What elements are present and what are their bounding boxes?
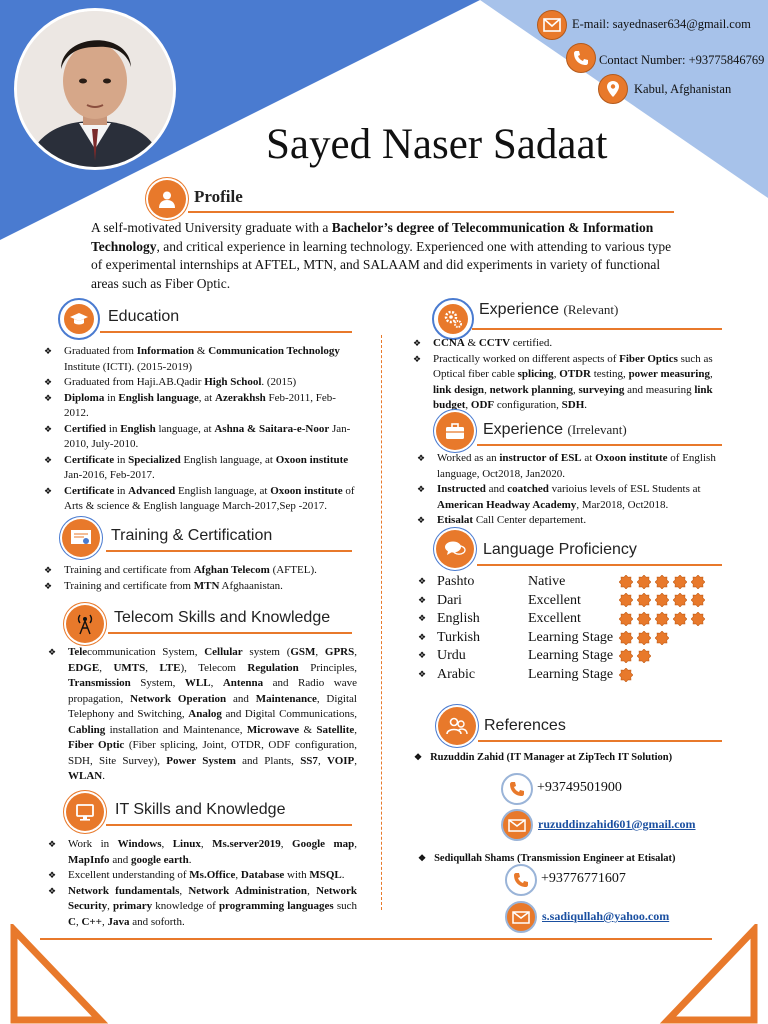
language-row [418,609,718,628]
list-item-text: installation and Maintenance, [105,723,247,736]
list-item-text: C [68,915,76,928]
rating-star-icon [637,593,651,607]
list-item-text: , [210,677,223,689]
list-item-text: with [284,869,310,881]
list-item-text: English language, at [180,453,276,466]
footer-decoration [0,924,768,1024]
list-item-text: EDGE [68,661,100,674]
list-item-text: Oxoon institute [270,484,343,497]
list-item-text: Ms.Office [189,869,236,881]
list-item-text: , at [198,391,215,404]
contact-phone: Contact Number: +93775846769 [599,53,765,67]
rating-star-icon [673,593,687,607]
list-item-text: Cabling [68,723,106,736]
list-item-text: Azerakhsh [215,391,266,404]
profile-divider [188,211,674,213]
language-level: Learning Stage [528,629,614,645]
training-divider [106,550,352,552]
rating-star-icon [619,575,633,589]
rating-star-icon [691,612,705,626]
list-item-text: coatched [507,483,549,495]
profile-summary-text-1: A self-motivated University graduate with a [91,220,332,235]
language-level: Excellent [528,611,581,627]
list-item-text: primary [113,900,153,912]
rating-star-icon [655,575,669,589]
list-item-text: and [485,483,508,495]
list-item-text: Institute (ICTI). (2015-2019) [64,360,192,373]
profile-photo [14,8,176,170]
list-item-text: , [573,383,579,396]
phone-icon [566,43,596,73]
list-item-text: and Digital Communications, [221,708,357,720]
rating-stars [619,628,673,647]
list-item-text: LTE [159,661,181,674]
people-icon [438,707,476,745]
list-item-text: Training and certificate from [64,579,194,592]
bullet-icon: ❖ [418,594,427,605]
list-item-text: GPRS [324,646,355,658]
list-item-text: ), Telecom [180,661,248,674]
rating-star-icon [619,631,633,645]
training-heading: Training & Certification [111,527,273,544]
list-item-text: , [354,754,357,767]
list-item-text: and measuring [624,383,695,396]
list-item-text: WLAN [68,770,103,782]
reference-2-phone: +93776771607 [541,871,626,886]
experience-irrelevant-heading [483,421,627,439]
list-item-text: & [299,723,317,736]
it-heading: IT Skills and Knowledge [115,801,286,818]
location-pin-icon [598,74,628,104]
contact-email: E-mail: sayednaser634@gmail.com [572,17,751,31]
list-item-text: (AFTEL). [269,564,317,576]
languages-divider [477,564,722,566]
list-item-text: ODF [470,399,495,411]
language-row [418,628,718,647]
list-item-text: Network fundamentals [68,884,180,897]
list-item [45,645,357,785]
list-item-text: . (2015) [261,376,297,388]
list-item-text: Network Administration [188,884,308,897]
list-item-text: Work in [68,838,118,850]
list-item-text: , [354,723,357,736]
list-item-text: & [464,337,479,349]
list-item-text: Google map [292,838,355,850]
list-item-text: programming languages [218,900,334,912]
list-item-text: Advanced [128,484,176,497]
list-item-text: Training and certificate from [64,564,194,576]
rating-star-icon [655,593,669,607]
list-item-text: language, at [155,422,215,435]
list-item-text: MSQL [309,869,342,881]
list-item [410,336,726,352]
list-item-text: WLL [184,677,211,689]
language-name: Dari [437,592,462,608]
list-item-text: of Arts & science & English language March-2017,Sep -2017. [64,484,355,512]
references-heading: References [484,717,566,734]
list-item-text: English language, at [175,484,271,497]
experience-relevant-divider [472,328,722,330]
experience-relevant-title: Experience [479,301,560,318]
experience-irrelevant-divider [477,444,722,446]
bullet-icon: ❖ [418,650,427,661]
language-row [418,646,718,665]
list-item-text: knowledge of [152,900,219,912]
list-item [41,453,358,484]
column-divider [381,335,383,910]
list-item-text: CCTV [478,337,511,349]
list-item-text: Analog [188,708,222,720]
list-item-text: network planning [489,383,574,396]
rating-star-icon [637,575,651,589]
list-item-text: and Plants, [235,754,301,767]
list-item [41,579,358,595]
list-item [414,513,726,529]
list-item-text: Transmission [68,677,131,689]
reference-1-phone: +93749501900 [537,780,622,795]
list-item-text: System, [130,677,185,689]
it-list [45,837,357,930]
list-item-text: & [194,345,209,357]
list-item-text: , [354,646,357,658]
list-item [410,352,726,414]
language-row [418,591,718,610]
rating-stars [619,646,655,665]
list-item-text: google earth [130,853,189,866]
list-item-text: Afghaanistan. [219,579,283,592]
language-row [418,572,718,591]
rating-star-icon [619,612,633,626]
list-item-text: Oxoon institute [595,452,668,464]
list-item [45,837,357,868]
monitor-icon [66,793,104,831]
list-item-text: , [280,838,293,850]
experience-irrelevant-list [414,451,726,529]
language-name: English [437,611,480,627]
list-item-text: Certificate [64,453,115,466]
list-item-text: VOIP [326,754,355,767]
language-level: Excellent [528,592,581,608]
list-item-text: Ms.server2019 [212,838,281,850]
language-row [418,665,718,684]
contact-location: Kabul, Afghanistan [634,82,732,96]
list-item-text: Afghan Telecom [193,564,270,576]
list-item-text: communication System, [87,646,205,658]
reference-1-name: ❖ Ruzuddin Zahid (IT Manager at ZipTech IT Solution) [414,752,673,763]
list-item-text: MapInfo [68,853,110,866]
rating-stars [619,609,709,628]
list-item-text: certified. [510,337,553,349]
list-item-text: , [709,368,713,380]
list-item-text: , [317,754,327,767]
bullet-icon: ❖ [418,669,427,679]
antenna-icon [66,605,104,643]
list-item [41,484,358,515]
list-item-text: of English language, Oct2018, Jan2020. [437,452,716,480]
list-item-text: Diploma [64,391,105,404]
list-item-text: English [120,422,156,435]
list-item [45,868,357,884]
list-item-text: . [102,770,105,782]
rating-star-icon [655,631,669,645]
list-item-text: testing, [590,368,629,380]
rating-stars [619,591,709,610]
list-item-text: MTN [193,579,220,592]
experience-irrelevant-title: Experience [483,421,564,438]
list-item-text: Ashna & Saitara-e-Noor [214,422,330,435]
briefcase-icon [436,412,474,450]
list-item-text: Principles, [298,661,357,674]
list-item-text: . [188,853,192,866]
list-item-text: Jan-2016, Feb-2017. [64,469,155,481]
rating-stars [619,572,709,591]
list-item-text: Database [240,869,285,881]
list-item-text: SS7 [300,754,318,767]
list-item-text: Instructed [437,483,486,495]
language-name: Turkish [437,629,481,645]
references-divider [478,740,722,742]
list-item-text: Maintenance [255,692,317,705]
list-item-text: , [145,661,160,674]
list-item-text: instructor of ESL [499,452,582,464]
list-item-text: link budget [433,383,713,411]
speech-bubbles-icon [436,530,474,568]
list-item-text: American Headway Academy [437,498,577,511]
list-item-text: surveying [578,383,625,396]
profile-summary-text-2: , and critical experience in learning technology. Experienced one with attending to various type of experimental internships at AFTEL, MTN, and SALAAM and did experiments in variety of functional areas such as Fiber Optic. [91,238,672,291]
list-item-text: and Radio wave propagation, [68,677,357,705]
it-divider [106,824,352,826]
list-item-text: such [333,900,358,912]
list-item-text: Communication Technology [208,345,340,357]
training-list [41,563,358,594]
list-item-text: English language [118,391,199,404]
list-item-text: . [584,399,588,411]
list-item-text: SDH [561,399,585,411]
education-heading: Education [108,308,180,325]
telecom-heading: Telecom Skills and Knowledge [114,609,331,626]
experience-irrelevant-subtitle: (Irrelevant) [567,422,627,437]
list-item-text: and [226,692,256,705]
list-item-text: link design [433,383,485,396]
rating-star-icon [637,631,651,645]
list-item-text: , [235,869,241,881]
reference-2-name: ❖ Sediqullah Shams (Transmission Engineer at Etisalat) [418,853,676,864]
list-item-text: in [104,391,119,404]
rating-star-icon [637,649,651,663]
envelope-icon [501,809,533,841]
list-item-text: system ( [242,646,291,658]
list-item-text: , [315,646,325,658]
rating-star-icon [655,612,669,626]
rating-star-icon [673,575,687,589]
list-item-text: Antenna [222,677,264,689]
list-item-text: Windows [117,838,162,850]
bullet-icon: ❖ [418,613,427,624]
list-item-text: Certificate [64,484,115,497]
list-item-text: , [75,915,82,928]
list-item-text: Linux [172,838,201,850]
rating-star-icon [619,593,633,607]
rating-star-icon [691,575,705,589]
list-item-text: Fiber Optics [619,352,678,365]
list-item-text: Tele [68,646,88,658]
list-item-text: C++ [81,915,102,928]
list-item-text: Practically worked on different aspects of [433,352,620,365]
rating-star-icon [691,593,705,607]
gears-icon [432,298,474,340]
list-item-text: Specialized [128,453,181,466]
list-item-text: , [99,661,114,674]
list-item-text: configuration, [494,399,562,411]
list-item [41,422,358,453]
list-item-text: Microwave [246,723,300,736]
list-item-text: , [553,368,560,380]
language-name: Urdu [437,648,466,664]
list-item-text: Oxoon institute [275,453,349,466]
rating-star-icon [637,612,651,626]
list-item-text: Fiber Optic [68,739,125,751]
list-item-text: , Mar2018, Oct2018. [576,498,669,511]
bullet-icon: ❖ [418,631,427,642]
language-level: Native [528,574,566,589]
list-item-text: Power System [166,754,236,767]
list-item-text: such as Optical fiber cable [433,352,713,380]
profile-summary [91,219,679,293]
list-item-text: Network Security [68,884,357,912]
list-item [41,391,358,422]
telecom-divider [108,632,352,634]
list-item-text: Graduated from [64,345,137,357]
list-item-text: (Fiber splicing, Joint, OTDR, ODF configuration, SDH, Site Survey), [68,739,357,767]
phone-icon [501,773,533,805]
list-item-text: Information [136,345,195,357]
list-item-text: Etisalat [437,514,474,526]
language-name: Pashto [437,574,475,589]
reference-1-email-link[interactable]: ruzuddinzahid601@gmail.com [538,817,696,831]
list-item-text: , [179,884,189,897]
email-icon [537,10,567,40]
profile-heading: Profile [194,187,243,206]
experience-relevant-heading [479,301,618,319]
list-item-text: CCNA [433,337,465,349]
list-item-text: Satellite [316,723,355,736]
list-item-text: , [107,900,113,912]
list-item [41,344,358,375]
graduation-cap-icon [58,298,100,340]
list-item-text: , [161,838,173,850]
list-item-text: , [200,838,213,850]
list-item-text: GSM [290,646,316,658]
experience-relevant-subtitle: (Relevant) [563,302,619,317]
rating-star-icon [619,649,633,663]
list-item-text: High School [204,376,262,388]
phone-icon [505,864,537,896]
list-item-text: Java [107,915,130,928]
list-item-text: , [484,383,490,396]
list-item [41,375,358,391]
list-item-text: Feb-2011, Feb-2012. [64,391,336,419]
list-item-text: and [109,853,131,866]
list-item-text: Excellent understanding of [68,869,190,881]
education-list [41,344,358,515]
list-item-text: Certified [64,422,107,435]
list-item-text: varioius levels of ESL Students at [548,483,701,495]
list-item-text: Worked as an [437,452,500,464]
list-item-text: UMTS [113,661,146,674]
rating-star-icon [673,612,687,626]
list-item [41,563,358,579]
list-item [414,482,726,513]
list-item-text: and soforth. [129,915,185,928]
language-name: Arabic [437,667,476,682]
list-item-text: , Digital Telephony and Switching, [68,692,357,720]
education-divider [100,331,352,333]
experience-relevant-list [410,336,726,414]
rating-stars [619,665,637,684]
list-item-text: Graduated from Haji.AB.Qadir [64,376,205,388]
profile-summary-degree: Bachelor’s degree of Telecommunication & Information Technology [91,220,654,254]
list-item-text: splicing [517,368,554,380]
list-item-text: , [354,838,358,850]
language-level: Learning Stage [528,667,614,682]
reference-2-email-link[interactable]: s.sadiqullah@yahoo.com [542,909,670,923]
telecom-list [45,645,357,785]
list-item-text: in [114,453,129,466]
candidate-name: Sayed Naser Sadaat [266,121,608,168]
bullet-icon: ❖ [418,576,427,586]
list-item-text: in [114,484,129,497]
rating-star-icon [619,668,633,682]
list-item-text: at [581,452,596,464]
list-item-text: Network Operation [130,692,227,705]
list-item-text: , [465,399,471,411]
list-item [414,451,726,482]
list-item-text: Regulation [247,661,299,674]
list-item-text: OTDR [559,368,591,380]
list-item-text: Call Center departement. [473,514,587,526]
certificate-icon [62,519,100,557]
list-item-text: power measuring [628,368,710,380]
list-item-text: in [106,422,121,435]
language-level: Learning Stage [528,648,614,664]
list-item-text: , [307,884,317,897]
list-item-text: Cellular [204,646,243,658]
list-item-text: . [341,869,345,881]
list-item-text: , [101,915,108,928]
list-item-text: Jan-2010, July-2010. [64,422,351,450]
user-icon [148,180,186,218]
languages-heading: Language Proficiency [483,541,637,558]
